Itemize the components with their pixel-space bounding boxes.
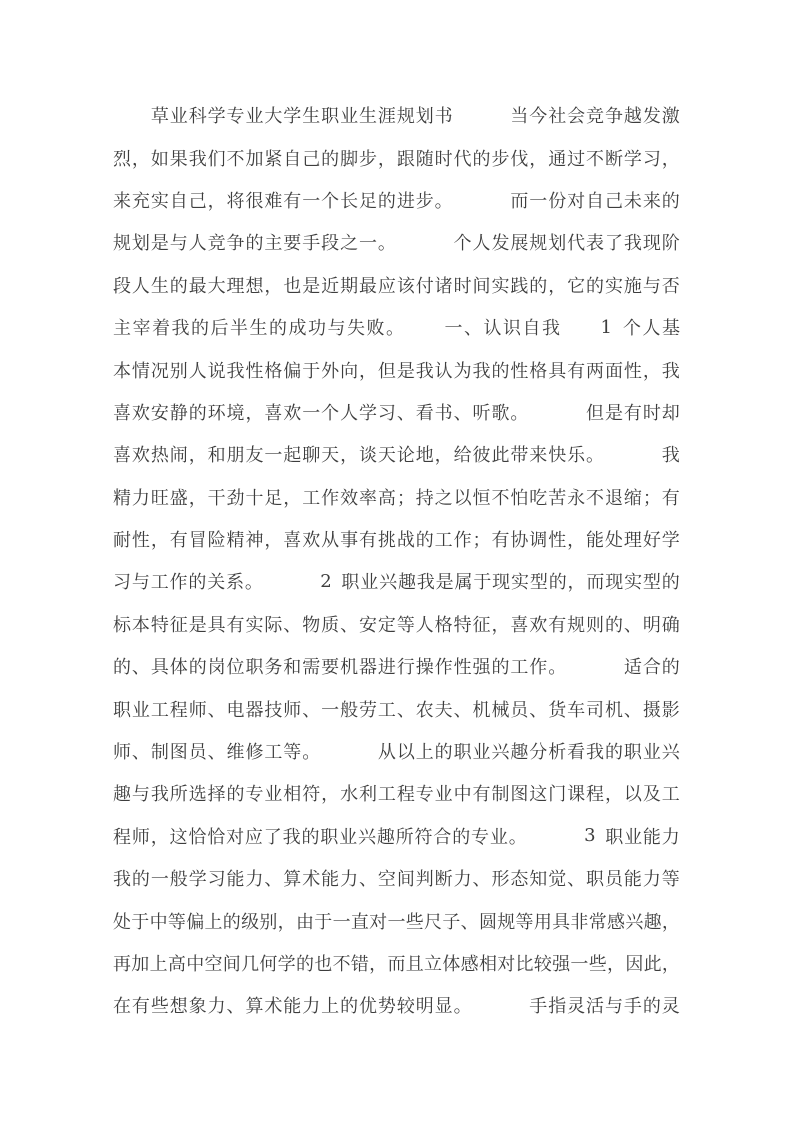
- text-line: 我 的 一 般 学 习 能 力 、 算 术 能 力 、 空 间 判 断 力 、 形 态 知 觉 、 职 员 能 力 等: [113, 869, 680, 891]
- text-line: 草 业 科 学 专 业 大 学 生 职 业 生 涯 规 划 书 当 今 社 会 竞 争 越 发 激: [150, 106, 680, 128]
- text-line: 的 、 具 体 的 岗 位 职 务 和 需 要 机 器 进 行 操 作 性 强 的 工 作 。 适 合 的: [113, 657, 680, 679]
- text-line: 来 充 实 自 己 ， 将 很 难 有 一 个 长 足 的 进 步 。 而 一 份 对 自 己 未 来 的: [113, 190, 680, 212]
- text-line: 主 宰 着 我 的 后 半 生 的 成 功 与 失 败 。 一 、 认 识 自 我 1 个 人 基: [113, 316, 680, 340]
- text-line: 职 业 工 程 师 、 电 器 技 师 、 一 般 劳 工 、 农 夫 、 机 械 员 、 货 车 司 机 、 摄 影: [113, 699, 680, 721]
- text-line: 精 力 旺 盛 ， 干 劲 十 足 ， 工 作 效 率 高 ； 持 之 以 恒 不 怕 吃 苦 永 不 退 缩 ； 有: [113, 487, 680, 509]
- text-line: 标 本 特 征 是 具 有 实 际 、 物 质 、 安 定 等 人 格 特 征 ， 喜 欢 有 规 则 的 、 明 确: [113, 614, 680, 636]
- text-line: 师 、 制 图 员 、 维 修 工 等 。 从 以 上 的 职 业 兴 趣 分 析 看 我 的 职 业 兴: [113, 742, 680, 764]
- text-line: 再 加 上 高 中 空 间 几 何 学 的 也 不 错 ， 而 且 立 体 感 相 对 比 较 强 一 些 ， 因 此 ，: [113, 954, 680, 975]
- text-line: 在 有 些 想 象 力 、 算 术 能 力 上 的 优 势 较 明 显 。 手 指 灵 活 与 手 的 灵: [113, 996, 680, 1018]
- text-line: 烈 ， 如 果 我 们 不 加 紧 自 己 的 脚 步 ， 跟 随 时 代 的 步 伐 ， 通 过 不 断 学 习 ，: [113, 148, 680, 170]
- text-line: 段 人 生 的 最 大 理 想 ， 也 是 近 期 最 应 该 付 诸 时 间 实 践 的 ， 它 的 实 施 与 否: [113, 275, 680, 297]
- text-line: 程 师 ， 这 恰 恰 对 应 了 我 的 职 业 兴 趣 所 符 合 的 专 业 。 3 职 业 能 力: [113, 825, 680, 848]
- text-line: 趣 与 我 所 选 择 的 专 业 相 符 ， 水 利 工 程 专 业 中 有 制 图 这 门 课 程 ， 以 及 工: [113, 784, 680, 806]
- text-line: 耐 性 ， 有 冒 险 精 神 ， 喜 欢 从 事 有 挑 战 的 工 作 ； 有 协 调 性 ， 能 处 理 好 学: [113, 530, 680, 552]
- text-line: 规 划 是 与 人 竞 争 的 主 要 手 段 之 一 。 个 人 发 展 规 划 代 表 了 我 现 阶: [113, 233, 680, 255]
- text-line: 喜 欢 热 闹 ， 和 朋 友 一 起 聊 天 ， 谈 天 论 地 ， 给 彼 此 带 来 快 乐 。 我: [113, 445, 680, 467]
- text-line: 处 于 中 等 偏 上 的 级 别 ， 由 于 一 直 对 一 些 尺 子 、 圆 规 等 用 具 非 常 感 兴 趣 ，: [113, 911, 680, 933]
- text-line: 本 情 况 别 人 说 我 性 格 偏 于 外 向 ， 但 是 我 认 为 我 的 性 格 具 有 两 面 性 ， 我: [113, 360, 680, 382]
- text-line: 喜 欢 安 静 的 环 境 ， 喜 欢 一 个 人 学 习 、 看 书 、 听 歌 。 但 是 有 时 却: [113, 402, 680, 424]
- text-line: 习 与 工 作 的 关 系 。 2 职 业 兴 趣 我 是 属 于 现 实 型 的 ， 而 现 实 型 的: [113, 570, 680, 594]
- document-body: [113, 94, 680, 1027]
